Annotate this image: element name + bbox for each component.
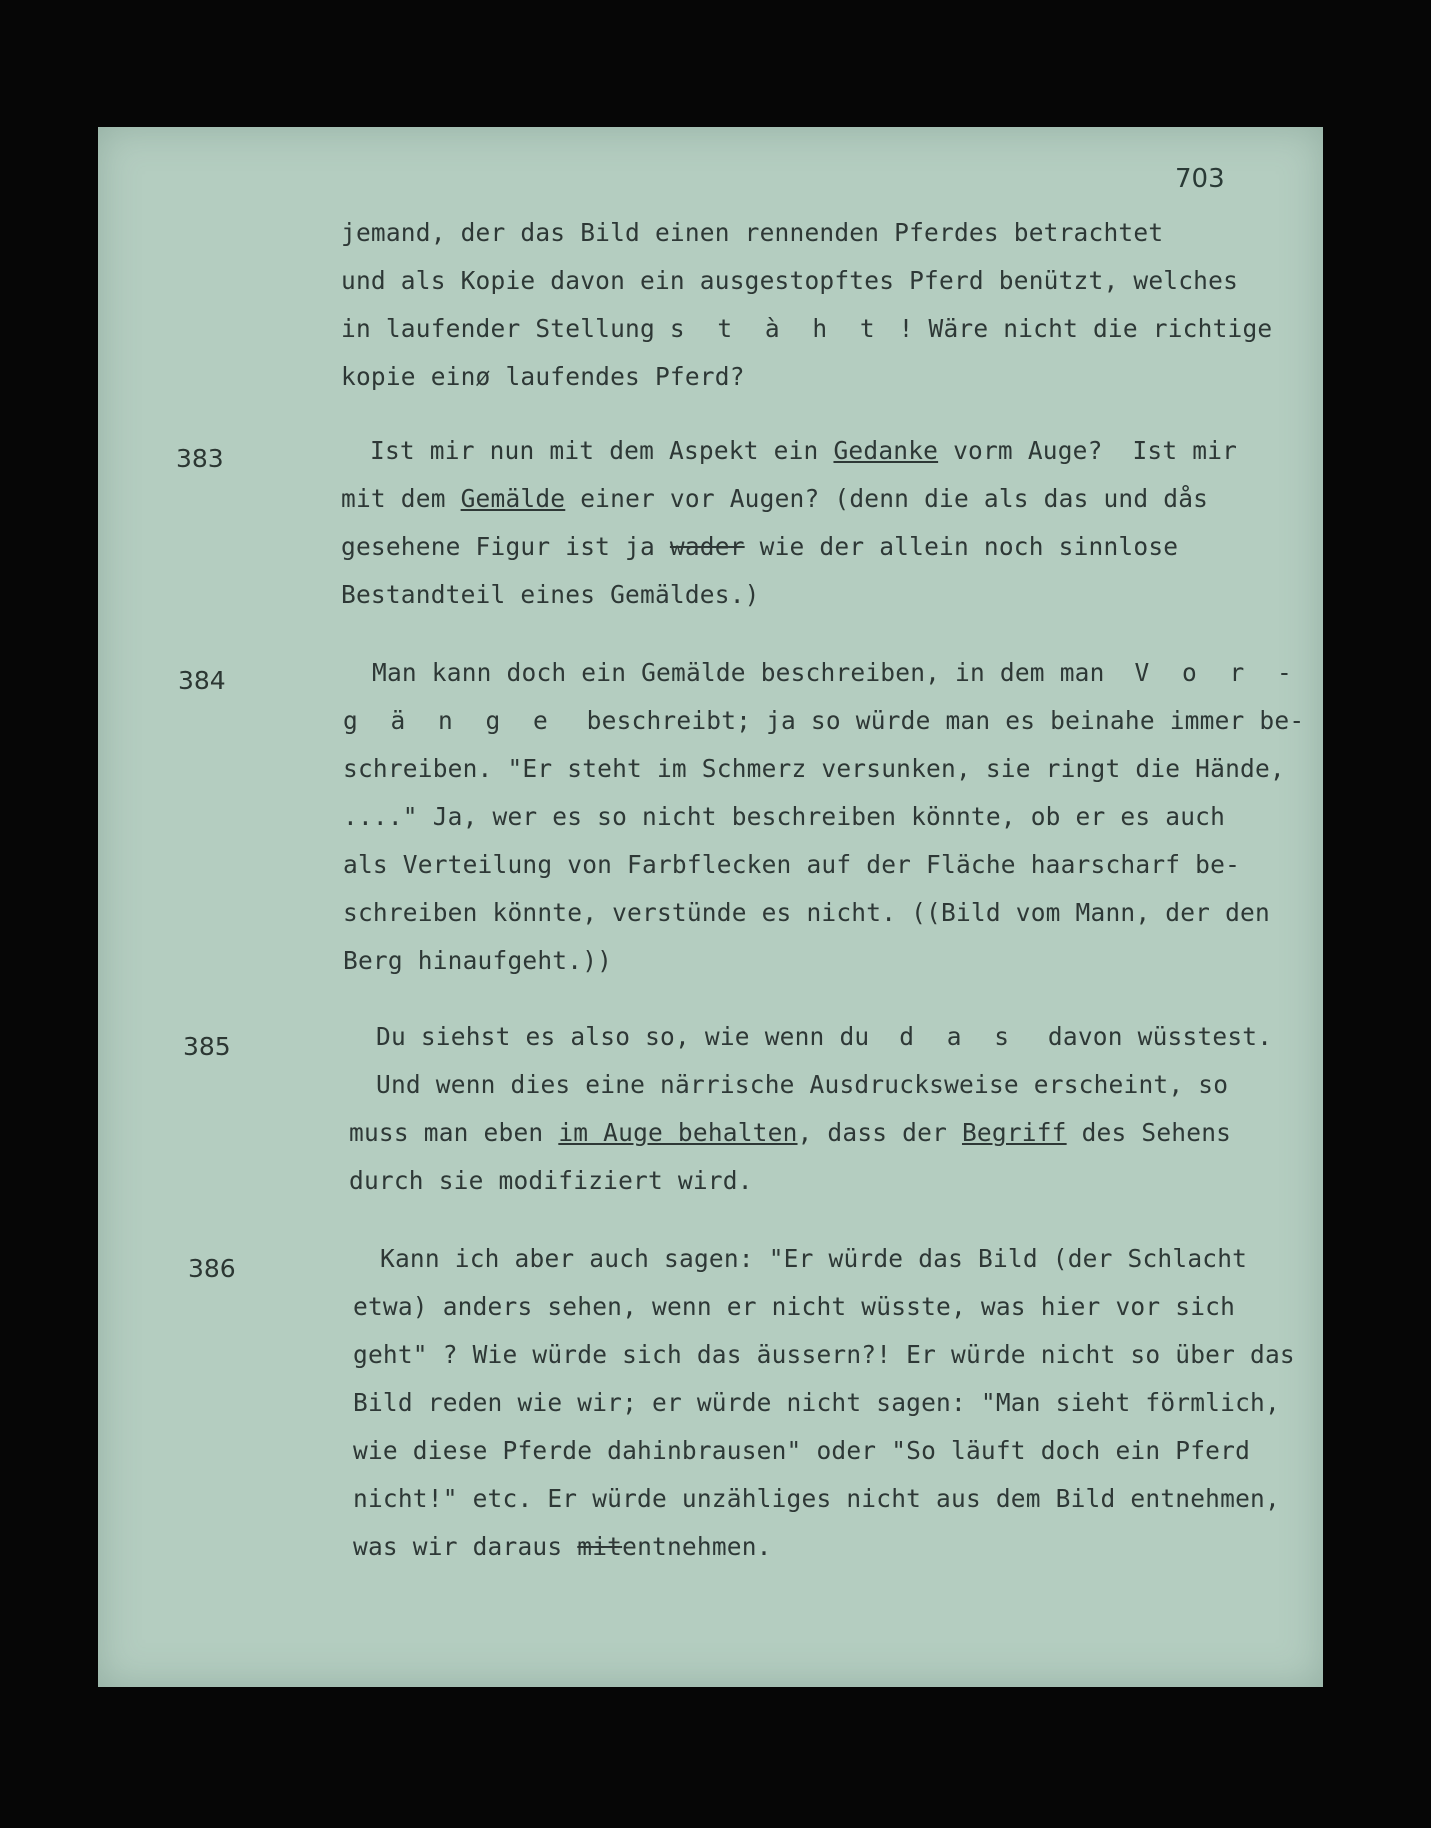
remark-385-line-1 bbox=[376, 1022, 1272, 1051]
remark-383-l2-a: mit dem bbox=[341, 484, 461, 513]
remark-384-line-7: Berg hinaufgeht.)) bbox=[343, 946, 613, 975]
remark-385-l3-a: muss man eben bbox=[349, 1118, 559, 1147]
remark-number-385: 385 bbox=[183, 1032, 231, 1061]
remark-384-l1-spaced: V o r - bbox=[1134, 658, 1301, 687]
remark-385-l3-b: , dass der bbox=[797, 1118, 962, 1147]
remark-385-l1-spaced: d a s bbox=[899, 1022, 1019, 1051]
remark-number-383: 383 bbox=[176, 444, 224, 473]
remark-383-l2-b: einer vor Augen? (denn die als das und dås bbox=[565, 484, 1209, 513]
remark-385-l3-c: des Sehens bbox=[1066, 1118, 1232, 1147]
remark-385-l1-b: davon wüsstest. bbox=[1018, 1022, 1273, 1051]
remark-384-line-2 bbox=[343, 706, 1304, 735]
remark-384-line-5: als Verteilung von Farbflecken auf der Fläche haarscharf be- bbox=[343, 850, 1241, 879]
remark-385-line-4: durch sie modifiziert wird. bbox=[349, 1166, 753, 1195]
intro-line-1: jemand, der das Bild einen rennenden Pferdes betrachtet bbox=[341, 218, 1164, 247]
remark-386-l7-a: was wir daraus bbox=[353, 1532, 578, 1561]
remark-384-line-1 bbox=[372, 658, 1301, 687]
remark-383-line-2 bbox=[341, 484, 1208, 513]
remark-384-l2-b: beschreibt; ja so würde man es beinahe immer be- bbox=[556, 706, 1305, 735]
remark-383-line-1 bbox=[370, 436, 1237, 465]
remark-383-l1-a: Ist mir nun mit dem Aspekt ein bbox=[370, 436, 834, 465]
remark-383-line-4: Bestandteil eines Gemäldes.) bbox=[341, 580, 760, 609]
remark-386-line-4: Bild reden wie wir; er würde nicht sagen: "Man sieht förmlich, bbox=[353, 1388, 1280, 1417]
underlined-word: Gedanke bbox=[833, 436, 939, 465]
remark-383-l3-a: gesehene Figur ist ja bbox=[341, 532, 670, 561]
intro-line-3-text-b: ! Wäre nicht die richtige bbox=[883, 314, 1273, 343]
remark-383-line-3 bbox=[341, 532, 1178, 561]
remark-386-line-6: nicht!" etc. Er würde unzähliges nicht aus dem Bild entnehmen, bbox=[353, 1484, 1280, 1513]
remark-386-line-7 bbox=[353, 1532, 772, 1561]
remark-383-l3-b: wie der allein noch sinnlose bbox=[744, 532, 1179, 561]
page-number: 703 bbox=[1175, 164, 1225, 194]
remark-384-line-6: schreiben könnte, verstünde es nicht. ((Bild vom Mann, der den bbox=[343, 898, 1270, 927]
underlined-phrase: im Auge behalten bbox=[558, 1118, 798, 1147]
remark-number-384: 384 bbox=[178, 666, 226, 695]
underlined-word: Begriff bbox=[961, 1118, 1067, 1147]
intro-line-3-text-a: in laufender Stellung bbox=[341, 314, 670, 343]
remark-385-line-3 bbox=[349, 1118, 1231, 1147]
underlined-word: Gemälde bbox=[460, 484, 566, 513]
struck-word: mit bbox=[577, 1532, 623, 1561]
remark-384-line-4: ...." Ja, wer es so nicht beschreiben könnte, ob er es auch bbox=[343, 802, 1226, 831]
struck-word: wader bbox=[669, 532, 745, 561]
intro-line-4: kopie einø laufendes Pferd? bbox=[341, 362, 745, 391]
remark-386-line-1: Kann ich aber auch sagen: "Er würde das Bild (der Schlacht bbox=[380, 1244, 1248, 1273]
remark-386-l7-b: entnehmen. bbox=[622, 1532, 772, 1561]
intro-line-3-spaced: s t à h t bbox=[669, 314, 884, 343]
intro-line-2: und als Kopie davon ein ausgestopftes Pferd benützt, welches bbox=[341, 266, 1239, 295]
remark-number-386: 386 bbox=[188, 1254, 236, 1283]
intro-line-3 bbox=[341, 314, 1272, 343]
remark-384-l2-spaced: g ä n g e bbox=[343, 706, 557, 735]
remark-384-l1-a: Man kann doch ein Gemälde beschreiben, in dem man bbox=[372, 658, 1135, 687]
remark-386-line-3: geht" ? Wie würde sich das äussern?! Er würde nicht so über das bbox=[353, 1340, 1295, 1369]
remark-383-l1-b: vorm Auge? Ist mir bbox=[938, 436, 1238, 465]
remark-385-line-2: Und wenn dies eine närrische Ausdrucksweise erscheint, so bbox=[376, 1070, 1229, 1099]
remark-384-line-3: schreiben. "Er steht im Schmerz versunken, sie ringt die Hände, bbox=[343, 754, 1285, 783]
remark-386-line-5: wie diese Pferde dahinbrausen" oder "So läuft doch ein Pferd bbox=[353, 1436, 1251, 1465]
remark-385-l1-a: Du siehst es also so, wie wenn du bbox=[376, 1022, 900, 1051]
remark-386-line-2: etwa) anders sehen, wenn er nicht wüsste, was hier vor sich bbox=[353, 1292, 1236, 1321]
